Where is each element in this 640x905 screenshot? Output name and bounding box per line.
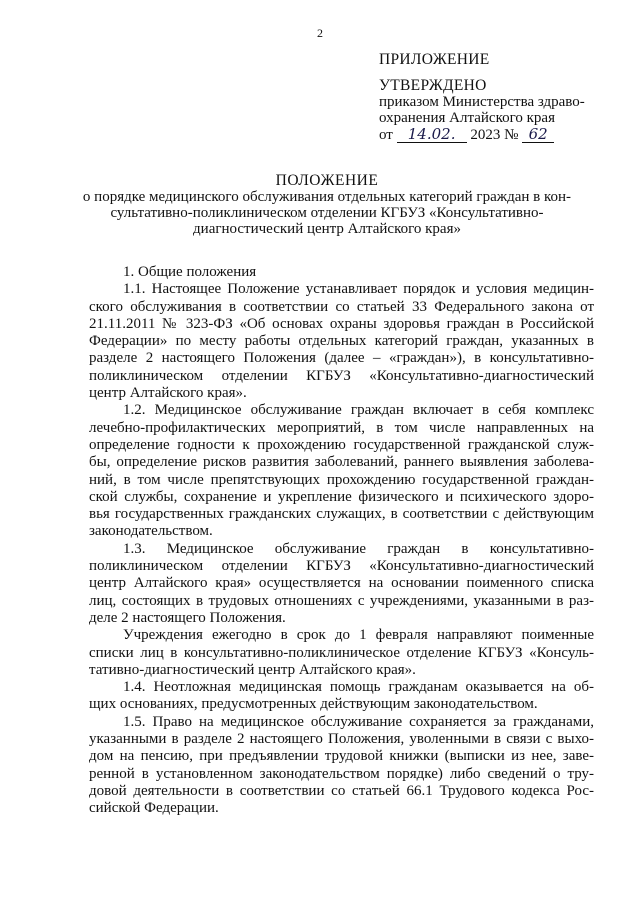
date-prefix: от [379, 127, 393, 143]
document-title: ПОЛОЖЕНИЕ [275, 172, 379, 189]
text-line: бы, определение рисков развития заболеваний, раннего выявления заболева- [89, 454, 594, 471]
text-line: списки лиц в консультативно-поликлиническое отделение КГБУЗ «Консуль- [89, 644, 594, 661]
text-line: ской службы, сохранение и укрепление физического и психического здоро- [89, 488, 594, 505]
text-line: вья государственных гражданских служащих, в соответствии с действующим [89, 506, 594, 523]
document-body [89, 264, 594, 818]
text-line: Учреждения ежегодно в срок до 1 февраля направляют поименные [123, 627, 594, 644]
text-line: Федерации» по месту работы отдельных категорий граждан, указанных в [89, 333, 594, 350]
appendix-label: ПРИЛОЖЕНИЕ [379, 51, 490, 68]
paragraph-1-1 [89, 281, 594, 402]
paragraph-1-3 [89, 541, 594, 627]
paragraph-1-2 [89, 402, 594, 540]
section-title: 1. Общие положения [123, 264, 257, 280]
text-line: ского обслуживания в соответствии со статьей 33 Федерального закона от [89, 298, 594, 315]
text-line: лиц, состоящих в трудовых отношениях с учреждениями, указанными в раз- [89, 592, 594, 609]
approval-date-line [379, 126, 609, 143]
approval-block [379, 52, 609, 143]
text-line: довой деятельности в соответствии со статьей 66.1 Трудового кодекса Рос- [89, 782, 594, 799]
text-line: сийской Федерации. [89, 800, 219, 817]
text-line: 1.4. Неотложная медицинская помощь гражданам оказывается на об- [123, 679, 594, 696]
approved-label: УТВЕРЖДЕНО [379, 77, 487, 94]
text-line: разделе 2 настоящего Положения (далее – «граждан»), в консультативно- [89, 350, 594, 367]
document-subtitle-line: диагностический центр Алтайского края» [193, 221, 461, 237]
text-line: 1.5. Право на медицинское обслуживание сохраняется за гражданами, [123, 713, 594, 730]
text-line: деле 2 настоящего Положения. [89, 609, 286, 626]
text-line: 1.3. Медицинское обслуживание граждан в консультативно- [123, 540, 594, 557]
text-line: 21.11.2011 № 323-ФЗ «Об основах охраны здоровья граждан в Российской [89, 315, 594, 332]
text-line: центр Алтайского края» осуществляется на основании поименного списка [89, 575, 594, 592]
text-line: центр Алтайского края». [89, 385, 247, 402]
text-line: законодательством. [89, 523, 213, 540]
text-line: указанными в разделе 2 настоящего Положения, уволенными в связи с выхо- [89, 731, 594, 748]
document-header [60, 173, 594, 237]
text-line: дом на пенсию, при предъявлении трудовой книжки (выписки из нее, заве- [89, 748, 594, 765]
text-line: ренной в установленном законодательством порядке) либо сведений о тру- [89, 765, 594, 782]
page-number: 2 [317, 26, 323, 40]
text-line: щих основаниях, предусмотренных действующим законодательством. [89, 696, 538, 713]
document-subtitle-line: о порядке медицинского обслуживания отдельных категорий граждан в кон- [82, 189, 572, 205]
approval-order-line: приказом Министерства здраво- [379, 94, 585, 110]
text-line: поликлиническом отделении КГБУЗ «Консультативно-диагностический [89, 558, 594, 575]
text-line: ний, в том числе препятствующих прохождению государственной граждан- [89, 471, 594, 488]
text-line: лечебно-профилактических мероприятий, в том числе направленных на [89, 419, 594, 436]
paragraph-1-3-continued [89, 627, 594, 679]
year-number-label: 2023 № [470, 127, 519, 143]
handwritten-order-number: 62 [522, 126, 554, 143]
text-line: 1.1. Настоящее Положение устанавливает порядок и условия медицин- [123, 281, 594, 298]
document-subtitle-line: сультативно-поликлиническом отделении КГБУЗ «Консультативно- [110, 205, 544, 221]
paragraph-1-4 [89, 679, 594, 714]
text-line: 1.2. Медицинское обслуживание граждан включает в себя комплекс [123, 402, 594, 419]
text-line: поликлиническом отделении КГБУЗ «Консультативно-диагностический [89, 367, 594, 384]
text-line: определение годности к прохождению государственной гражданской служ- [89, 436, 594, 453]
text-line: тативно-диагностический центр Алтайского края». [89, 661, 416, 678]
approval-ministry-line: охранения Алтайского края [379, 110, 555, 126]
handwritten-date: 14.02. [397, 126, 467, 143]
paragraph-1-5 [89, 714, 594, 818]
